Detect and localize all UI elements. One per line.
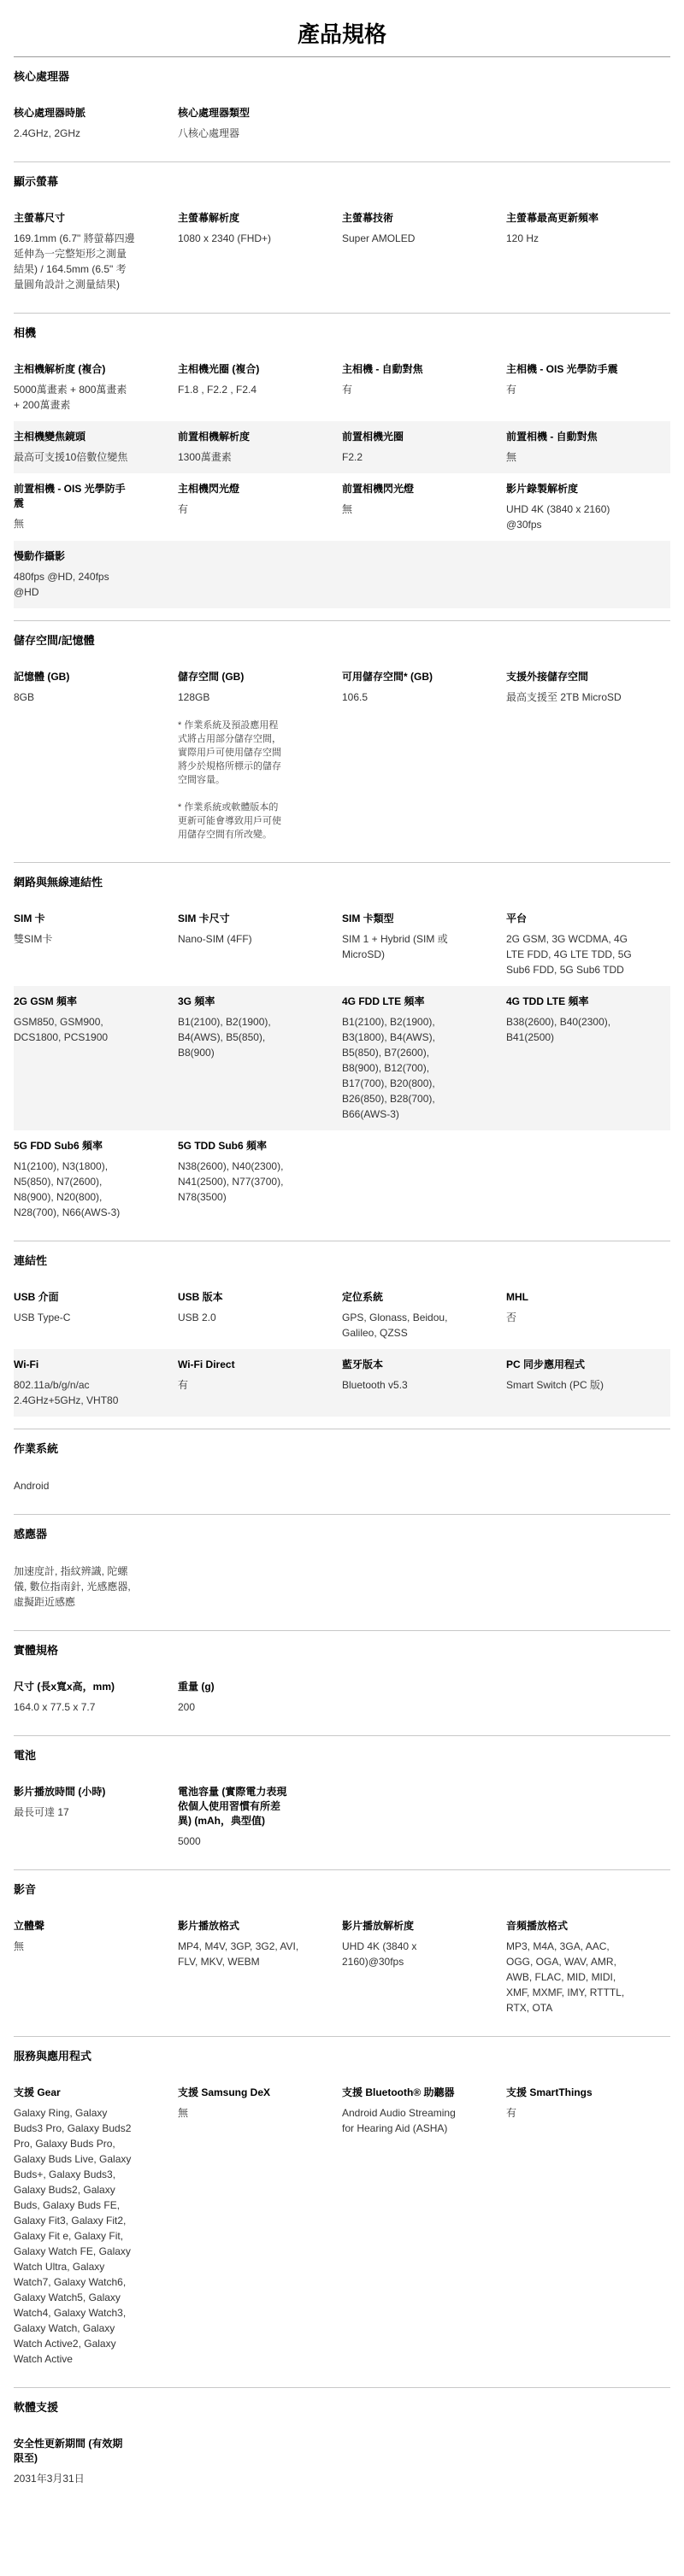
spec-item [506,1910,670,2024]
section-network [14,863,670,1241]
spec-item [178,661,342,850]
section-title: 服務與應用程式 [14,2050,92,2063]
spec-item [178,1282,342,1349]
section-title: 實體規格 [14,1644,59,1657]
section-display [14,162,670,314]
spec-item [506,661,670,850]
spec-value: 有 [342,384,353,396]
spec-item [506,1282,670,1349]
spec-label: 影片播放解析度 [342,1920,415,1932]
spec-item [14,1555,178,1618]
spec-value: Bluetooth v5.3 [342,1379,408,1391]
spec-label: 影片錄製解析度 [506,483,579,495]
spec-label: 主螢幕解析度 [178,212,240,224]
spec-value: 1080 x 2340 (FHD+) [178,232,272,244]
section-cpu [14,57,670,162]
spec-value: GPS, Glonass, Beidou, Galileo, QZSS [342,1311,448,1339]
section-title: 儲存空間/記憶體 [14,634,95,647]
spec-label: 主螢幕最高更新頻率 [506,212,599,224]
spec-item [14,1130,178,1229]
spec-value: Nano-SIM (4FF) [178,933,252,945]
spec-row [14,2077,670,2375]
spec-label: USB 介面 [14,1291,59,1303]
spec-item [14,2428,178,2495]
spec-value: 802.11a/b/g/n/ac 2.4GHz+5GHz, VHT80 [14,1379,119,1406]
spec-value: 無 [506,451,517,463]
spec-row [14,661,670,850]
spec-value: 八核心處理器 [178,127,240,139]
spec-item [14,541,178,608]
spec-value: 5000 [178,1835,201,1847]
spec-row [14,1470,670,1502]
section-physical [14,1631,670,1736]
spec-label: 記憶體 (GB) [14,671,70,683]
spec-label: 主螢幕尺寸 [14,212,66,224]
spec-value: 480fps @HD, 240fps @HD [14,571,109,598]
spec-item [178,903,342,986]
spec-item [342,1349,506,1417]
spec-row [14,97,670,150]
spec-value: N1(2100), N3(1800), N5(850), N7(2600), N8(900), N20(800), N28(700), N66(AWS-3) [14,1160,121,1218]
spec-label: 主螢幕技術 [342,212,394,224]
spec-label: 主相機 - 自動對焦 [342,363,423,375]
spec-label: 3G 頻率 [178,995,215,1007]
spec-item [178,986,342,1130]
spec-item [14,202,178,301]
spec-label: 支援 Gear [14,2086,61,2098]
page-title: 產品規格 [297,21,386,47]
spec-row [14,202,670,301]
spec-value: 169.1mm (6.7" 將螢幕四邊 延伸為一完整矩形之測量 結果) / 164.5mm (6.5" 考 量圓角設計之測量結果) [14,232,135,290]
spec-label: 主相機 - OIS 光學防手震 [506,363,618,375]
spec-label: 慢動作攝影 [14,550,66,562]
spec-value: MP4, M4V, 3GP, 3G2, AVI, FLV, MKV, WEBM [178,1940,299,1968]
section-title: 連結性 [14,1254,48,1267]
spec-item [14,473,178,541]
spec-label: 音頻播放格式 [506,1920,569,1932]
section-sensors [14,1515,670,1631]
spec-item [14,1470,178,1502]
spec-label: 5G FDD Sub6 頻率 [14,1140,103,1152]
spec-value: Smart Switch (PC 版) [506,1379,604,1391]
spec-item [14,2077,178,2375]
spec-item [342,2077,506,2375]
spec-item [506,421,670,473]
spec-item [14,986,178,1130]
spec-item [14,1282,178,1349]
spec-value: F2.2 [342,451,363,463]
spec-item [342,421,506,473]
spec-value: Galaxy Ring, Galaxy Buds3 Pro, Galaxy Buds2 Pro, Galaxy Buds Pro, Galaxy Buds Live, Galaxy Buds+, Galaxy Buds3, Galaxy Buds2, Galaxy Buds, Galaxy Buds FE, Galaxy Fit3, Galaxy Fit2, Galaxy Fit e, Galaxy Fit, Galaxy Watch FE, Galaxy Watch Ultra, Galaxy Watch7, Galaxy Watch6, Galaxy Watch5, Galaxy Watch4, Galaxy Watch3, Galaxy Watch, Galaxy Watch Active2, Galaxy Watch Active [14,2107,132,2365]
spec-value: F1.8 , F2.2 , F2.4 [178,384,257,396]
spec-row [14,1776,670,1857]
spec-row [14,473,670,541]
spec-label: 前置相機解析度 [178,431,251,443]
section-os [14,1429,670,1515]
spec-label: 藍牙版本 [342,1358,384,1370]
spec-label: 主相機變焦鏡頭 [14,431,86,443]
spec-label: 支援外接儲存空間 [506,671,589,683]
spec-sections [14,57,670,2507]
spec-item [14,1776,178,1857]
spec-value: UHD 4K (3840 x 2160) @30fps [506,503,610,531]
spec-item [14,1671,178,1723]
spec-label: 重量 (g) [178,1681,215,1693]
section-title: 顯示螢幕 [14,175,59,188]
spec-label: 安全性更新期間 (有效期 限至) [14,2438,123,2464]
spec-value: B38(2600), B40(2300), B41(2500) [506,1016,611,1043]
spec-label: 4G TDD LTE 頻率 [506,995,589,1007]
section-audio [14,1870,670,2037]
spec-item [506,354,670,421]
section-connectivity [14,1241,670,1429]
spec-value: 200 [178,1701,196,1713]
spec-label: 前置相機光圈 [342,431,404,443]
spec-item [342,354,506,421]
spec-label: Wi-Fi Direct [178,1358,235,1370]
spec-label: 2G GSM 頻率 [14,995,78,1007]
spec-value: B1(2100), B2(1900), B3(1800), B4(AWS), B5(850), B7(2600), B8(900), B12(700), B17(700), B20(800), B26(850), B28(700), B66(AWS-3) [342,1016,435,1120]
spec-label: 平台 [506,912,528,924]
spec-value: 2.4GHz, 2GHz [14,127,81,139]
spec-value: 164.0 x 77.5 x 7.7 [14,1701,96,1713]
spec-item [178,2077,342,2375]
spec-label: 前置相機 - 自動對焦 [506,431,598,443]
section-title: 網路與無線連結性 [14,876,103,889]
spec-value: 有 [506,2107,517,2119]
section-title: 作業系統 [14,1442,59,1455]
spec-label: 5G TDD Sub6 頻率 [178,1140,268,1152]
spec-item [14,661,178,850]
spec-label: 主相機光圈 (複合) [178,363,260,375]
spec-item [506,903,670,986]
spec-value: 雙SIM卡 [14,933,53,945]
spec-label: 核心處理器類型 [178,107,251,119]
spec-label: SIM 卡 [14,912,45,924]
spec-row [14,421,670,473]
spec-item [178,421,342,473]
spec-label: 支援 SmartThings [506,2086,593,2098]
spec-item [342,473,506,541]
spec-item [14,97,178,150]
spec-value: 120 Hz [506,232,540,244]
spec-item [506,1349,670,1417]
spec-label: SIM 卡類型 [342,912,394,924]
spec-value: 無 [342,503,353,515]
spec-item [342,1910,506,2024]
spec-item [506,202,670,301]
spec-item [178,1671,342,1723]
spec-label: 影片播放格式 [178,1920,240,1932]
spec-value: 有 [178,503,189,515]
spec-value: GSM850, GSM900, DCS1800, PCS1900 [14,1016,109,1043]
spec-label: 電池容量 (實際電力表現 依個人使用習慣有所差 異) (mAh，典型值) [178,1786,287,1827]
spec-value: 最高可支援10倍數位變焦 [14,451,128,463]
spec-label: 立體聲 [14,1920,45,1932]
spec-label: 前置相機閃光燈 [342,483,415,495]
spec-row [14,2428,670,2495]
spec-row [14,1671,670,1723]
spec-label: 可用儲存空間* (GB) [342,671,433,683]
section-title: 感應器 [14,1528,48,1540]
spec-label: 前置相機 - OIS 光學防手 震 [14,483,126,509]
spec-item [178,202,342,301]
spec-value: Android Audio Streaming for Hearing Aid (ASHA) [342,2107,456,2134]
spec-item [506,2077,670,2375]
spec-value: 1300萬畫素 [178,451,232,463]
spec-label: 主相機閃光燈 [178,483,240,495]
spec-item [342,202,506,301]
spec-label: 4G FDD LTE 頻率 [342,995,425,1007]
spec-value: 有 [178,1379,189,1391]
section-storage [14,621,670,863]
section-title: 核心處理器 [14,70,70,83]
section-camera [14,314,670,621]
spec-value: USB Type-C [14,1311,71,1323]
spec-label: USB 版本 [178,1291,223,1303]
section-title: 軟體支援 [14,2401,59,2414]
spec-row [14,903,670,986]
spec-value: 有 [506,384,517,396]
spec-item [506,473,670,541]
spec-label: 核心處理器時脈 [14,107,86,119]
spec-value: Android [14,1480,50,1492]
spec-label: 支援 Samsung DeX [178,2086,271,2098]
spec-row [14,1349,670,1417]
spec-label: MHL [506,1291,528,1303]
spec-item [342,661,506,850]
spec-value: 無 [14,1940,25,1952]
section-services [14,2037,670,2388]
spec-value: 加速度計, 指紋辨識, 陀螺 儀, 數位指南針, 光感應器, 虛擬距近感應 [14,1565,131,1608]
spec-item [342,986,506,1130]
spec-label: 支援 Bluetooth® 助聽器 [342,2086,455,2098]
spec-value: 2G GSM, 3G WCDMA, 4G LTE FDD, 4G LTE TDD, 5G Sub6 FDD, 5G Sub6 TDD [506,933,632,976]
spec-label: PC 同步應用程式 [506,1358,586,1370]
spec-label: 主相機解析度 (複合) [14,363,106,375]
spec-item [178,1910,342,2024]
spec-row [14,541,670,608]
spec-value: 最長可達 17 [14,1806,69,1818]
spec-value: Super AMOLED [342,232,416,244]
spec-value: SIM 1 + Hybrid (SIM 或 MicroSD) [342,933,448,960]
spec-item [178,1130,342,1229]
spec-label: 儲存空間 (GB) [178,671,245,683]
section-software [14,2388,670,2507]
spec-row [14,1282,670,1349]
spec-item [178,354,342,421]
spec-item [342,903,506,986]
spec-label: 尺寸 (長x寬x高，mm) [14,1681,115,1693]
section-title: 電池 [14,1749,37,1762]
spec-item [14,1910,178,2024]
section-title: 影音 [14,1883,37,1896]
spec-item [506,986,670,1130]
spec-value: B1(2100), B2(1900), B4(AWS), B5(850), B8(900) [178,1016,271,1059]
spec-item [14,354,178,421]
spec-value: 5000萬畫素 + 800萬畫素 + 200萬畫素 [14,384,127,411]
spec-value: MP3, M4A, 3GA, AAC, OGG, OGA, WAV, AMR, AWB, FLAC, MID, MIDI, XMF, MXMF, IMY, RTTTL, RTX, OTA [506,1940,625,2014]
spec-value: USB 2.0 [178,1311,216,1323]
spec-item [14,903,178,986]
spec-value: UHD 4K (3840 x 2160)@30fps [342,1940,417,1968]
spec-value: N38(2600), N40(2300), N41(2500), N77(3700), N78(3500) [178,1160,284,1203]
spec-value: 無 [14,518,25,530]
spec-label: 定位系統 [342,1291,384,1303]
spec-row [14,1130,670,1229]
spec-value: 106.5 [342,691,369,703]
spec-label: 影片播放時間 (小時) [14,1786,106,1798]
section-title: 相機 [14,326,37,339]
spec-row [14,354,670,421]
spec-item [178,1776,342,1857]
spec-label: SIM 卡尺寸 [178,912,230,924]
spec-item [178,1349,342,1417]
section-battery [14,1736,670,1870]
spec-item [178,473,342,541]
spec-row [14,986,670,1130]
spec-item [342,1282,506,1349]
spec-item [14,1349,178,1417]
spec-value: 2031年3月31日 [14,2473,85,2485]
spec-footnote: * 作業系統及預設應用程 式將占用部分儲存空間， 實際用戶可使用儲存空間 將少於規格所標示的儲存 空間容量。 * 作業系統或軟體版本的 更新可能會導致用戶可使 用儲存空間有所改變。 [178,720,281,840]
spec-value: 最高支援至 2TB MicroSD [506,691,622,703]
spec-value: 128GB [178,691,210,703]
spec-label: Wi-Fi [14,1358,39,1370]
spec-row [14,1910,670,2024]
spec-row [14,1555,670,1618]
spec-item [178,97,342,150]
spec-value: 8GB [14,691,35,703]
spec-value: 否 [506,1311,517,1323]
spec-value: 無 [178,2107,189,2119]
spec-item [14,421,178,473]
